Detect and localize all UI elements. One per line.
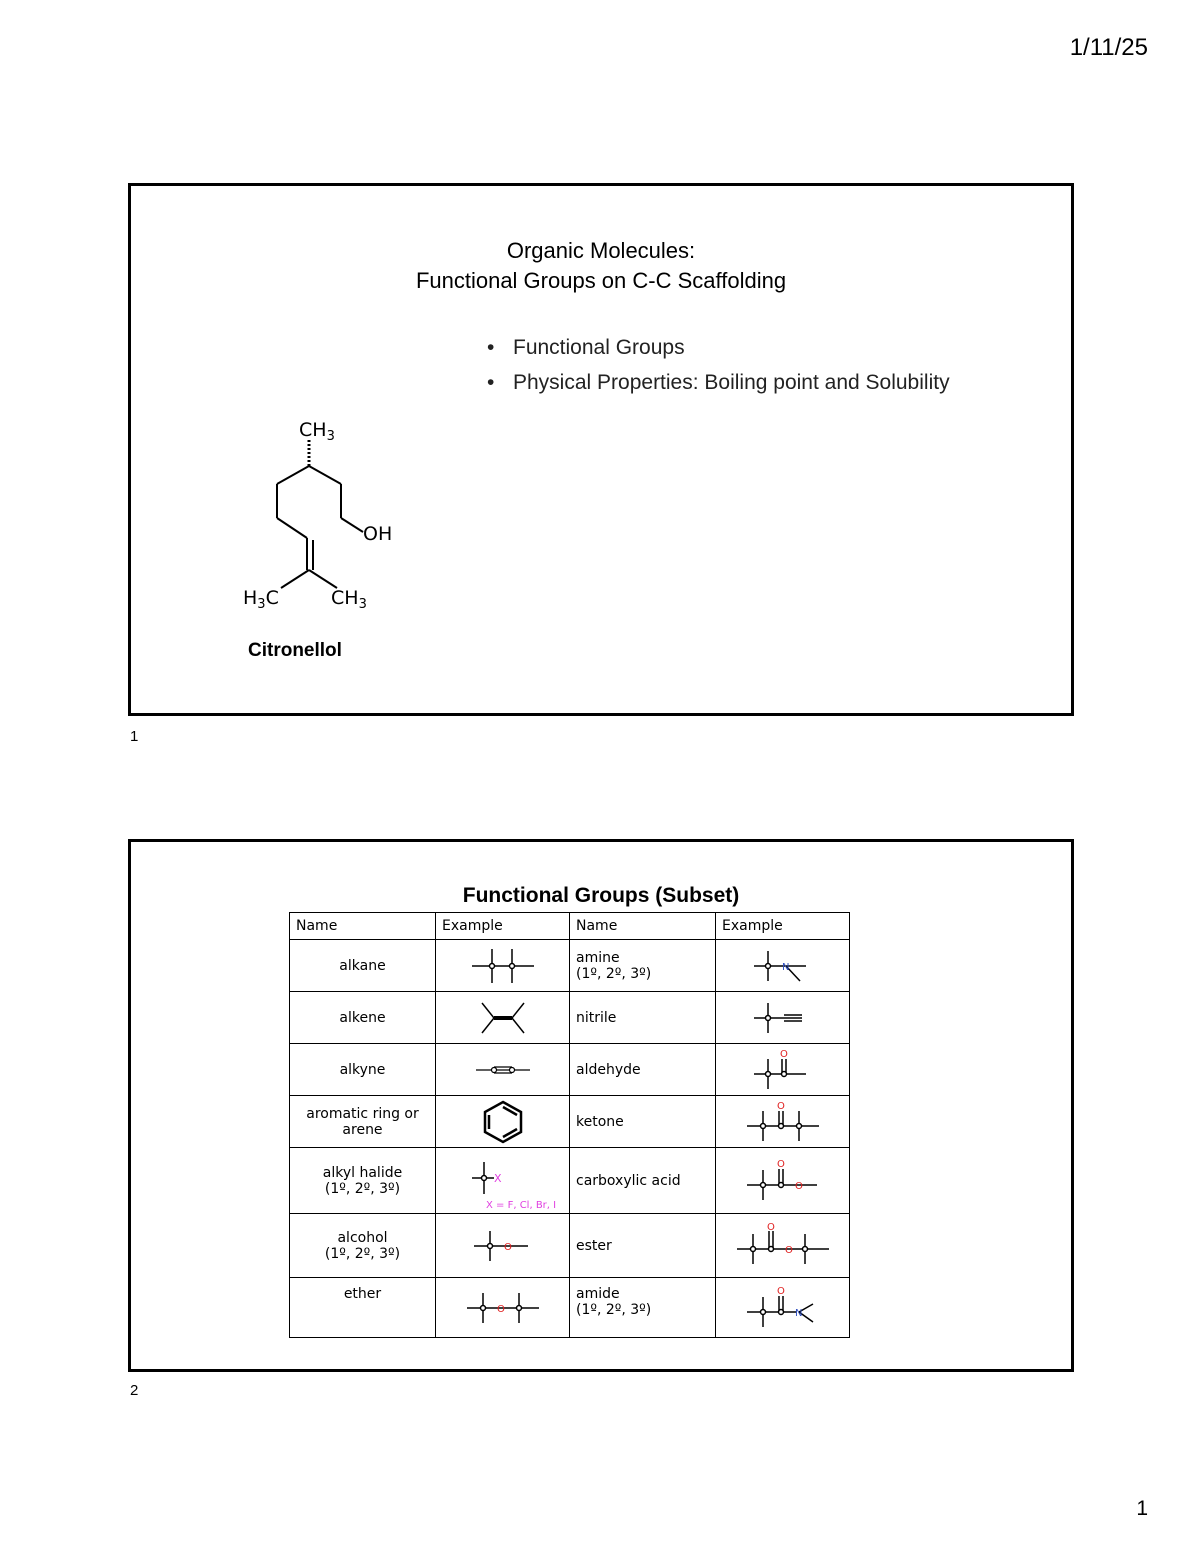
table-row bbox=[290, 1214, 850, 1278]
svg-text:O: O bbox=[776, 1100, 785, 1112]
table-row bbox=[290, 940, 850, 992]
citronellol-structure bbox=[231, 418, 411, 618]
column-header: Example bbox=[436, 913, 570, 940]
svg-text:O: O bbox=[503, 1241, 512, 1253]
column-header: Example bbox=[716, 913, 850, 940]
group-name: amine (1º, 2º, 3º) bbox=[570, 940, 716, 992]
table-row bbox=[290, 1044, 850, 1096]
slide-2 bbox=[128, 839, 1074, 1372]
svg-text:OH: OH bbox=[363, 523, 393, 545]
table-row bbox=[290, 992, 850, 1044]
functional-groups-table bbox=[289, 912, 850, 1338]
ketone-structure bbox=[716, 1096, 850, 1148]
group-name: ester bbox=[570, 1214, 716, 1278]
svg-text:N: N bbox=[781, 961, 789, 973]
svg-text:N: N bbox=[794, 1307, 802, 1319]
nitrile-structure bbox=[716, 992, 850, 1044]
title-line-2: Functional Groups on C-C Scaffolding bbox=[415, 268, 787, 293]
svg-text:O: O bbox=[776, 1158, 785, 1170]
column-header: Name bbox=[570, 913, 716, 940]
group-name: aromatic ring or arene bbox=[290, 1096, 436, 1148]
group-name: alkyl halide (1º, 2º, 3º) bbox=[290, 1148, 436, 1214]
slide-number-2: 2 bbox=[130, 1382, 139, 1399]
svg-text:CH3: $CH_3$ bbox=[299, 419, 335, 444]
table-row bbox=[290, 1278, 850, 1338]
benzene-structure bbox=[436, 1096, 570, 1148]
slide-1-title bbox=[131, 236, 1071, 296]
group-name: alkane bbox=[290, 940, 436, 992]
svg-text:O: O bbox=[496, 1303, 505, 1315]
svg-text:O: O bbox=[776, 1285, 785, 1297]
group-name: amide (1º, 2º, 3º) bbox=[570, 1278, 716, 1338]
aldehyde-structure bbox=[716, 1044, 850, 1096]
group-name: alkyne bbox=[290, 1044, 436, 1096]
group-name: ketone bbox=[570, 1096, 716, 1148]
molecule-name: Citronellol bbox=[248, 640, 342, 661]
group-name: ether bbox=[290, 1278, 436, 1338]
alkyl-halide-structure bbox=[436, 1148, 570, 1214]
ether-structure bbox=[436, 1278, 570, 1338]
table-row bbox=[290, 1096, 850, 1148]
group-name: nitrile bbox=[570, 992, 716, 1044]
ester-structure bbox=[716, 1214, 850, 1278]
slide-1 bbox=[128, 183, 1074, 716]
group-name: alcohol (1º, 2º, 3º) bbox=[290, 1214, 436, 1278]
table-row bbox=[290, 1148, 850, 1214]
column-header: Name bbox=[290, 913, 436, 940]
halide-note: X = F, Cl, Br, I bbox=[485, 1199, 556, 1210]
svg-text:CH3: $CH_3$ bbox=[331, 587, 367, 612]
svg-text:O: O bbox=[784, 1244, 793, 1256]
alcohol-structure bbox=[436, 1214, 570, 1278]
carboxylic-acid-structure bbox=[716, 1148, 850, 1214]
amine-structure bbox=[716, 940, 850, 992]
alkene-structure bbox=[436, 992, 570, 1044]
bullet-list bbox=[483, 336, 950, 406]
title-line-1: Organic Molecules: bbox=[506, 238, 696, 263]
group-name: carboxylic acid bbox=[570, 1148, 716, 1214]
alkyne-structure bbox=[436, 1044, 570, 1096]
table-header-row bbox=[290, 913, 850, 940]
svg-text:H3C: $H_3C$ bbox=[243, 587, 279, 612]
svg-text:X: X bbox=[493, 1171, 502, 1185]
group-name: aldehyde bbox=[570, 1044, 716, 1096]
bullet-item: • Physical Properties: Boiling point and Solubility bbox=[483, 371, 950, 395]
slide-2-title: Functional Groups (Subset) bbox=[462, 884, 740, 907]
svg-text:O: O bbox=[779, 1048, 788, 1060]
slide-number-1: 1 bbox=[130, 728, 139, 745]
page-date: 1/11/25 bbox=[1069, 34, 1148, 61]
bullet-item: • Functional Groups bbox=[483, 336, 950, 360]
group-name: alkene bbox=[290, 992, 436, 1044]
alkane-structure bbox=[436, 940, 570, 992]
svg-text:O: O bbox=[794, 1180, 803, 1192]
svg-text:O: O bbox=[766, 1221, 775, 1233]
page-number: 1 bbox=[1136, 1497, 1148, 1520]
amide-structure bbox=[716, 1278, 850, 1338]
